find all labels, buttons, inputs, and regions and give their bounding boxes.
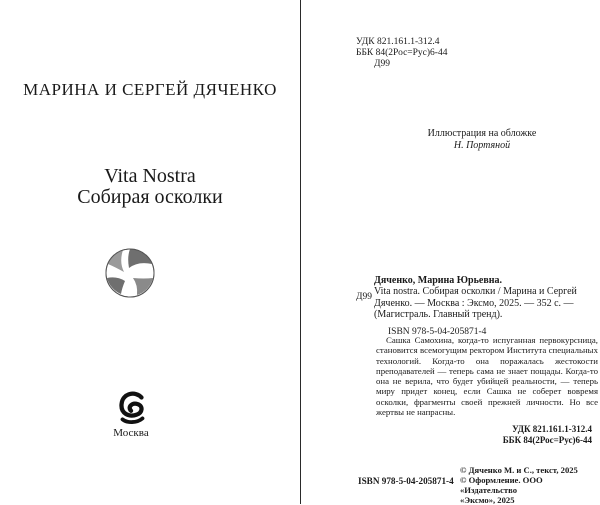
author-index: Д99 <box>374 59 390 69</box>
publication-city: Москва <box>113 427 149 439</box>
catalog-record <box>358 275 598 337</box>
beach-ball-icon <box>105 248 155 298</box>
annotation-text: Сашка Самохина, когда-то испуганная первокурсница, становится всемогущим ректором Института специальных технологий. Когда-то она поражалась жестокости преподавателей — теперь сама не знает пощады. Когда-то она не верила, что будет убийцей реальности, — теперь миру придет конец, если Сашка не соберет вовремя осколки, фрагменты своей прежней личности. Но все жертвы не напрасны. <box>376 335 598 418</box>
authors: МАРИНА И СЕРГЕЙ ДЯЧЕНКО <box>23 80 277 99</box>
udc-block-bottom <box>503 424 592 446</box>
title-page <box>0 0 300 504</box>
isbn-bottom: ISBN 978-5-04-205871-4 <box>358 476 454 486</box>
annotation <box>376 335 598 417</box>
catalog-isbn: ISBN 978-5-04-205871-4 <box>388 326 487 337</box>
copyright-publisher-line: «Эксмо», 2025 <box>460 495 515 505</box>
udc-line: УДК 821.161.1-312.4 <box>356 37 440 47</box>
eksmo-logo <box>113 388 151 426</box>
book-title: Vita Nostra <box>104 165 196 187</box>
catalog-body: Vita nostra. Собирая осколки / Марина и Сергей Дяченко. — Москва : Эксмо, 2025. — 352 с. — (Магистраль. Главный тренд). <box>374 286 577 320</box>
page-gutter <box>300 0 301 504</box>
catalog-index: Д99 <box>356 292 372 302</box>
udc-line-bottom: УДК 821.161.1-312.4 <box>512 424 592 434</box>
copyright-notice <box>460 465 600 505</box>
copyright-text-line: © Дяченко М. и С., текст, 2025 <box>460 465 578 475</box>
copyright-design-line: © Оформление. ООО «Издательство <box>460 475 543 495</box>
bbk-line-bottom: ББК 84(2Рос=Рус)6-44 <box>502 435 592 445</box>
catalog-description <box>358 286 596 321</box>
udc-block-top <box>356 37 447 70</box>
illustration-label: Иллюстрация на обложке <box>427 128 537 139</box>
book-subtitle: Собирая осколки <box>77 186 223 208</box>
illustration-credit <box>362 128 600 152</box>
illustrator-name: Н. Портяной <box>453 140 511 151</box>
bbk-line: ББК 84(2Рос=Рус)6-44 <box>356 48 448 58</box>
catalog-author: Дяченко, Марина Юрьевна. <box>374 275 502 286</box>
copyright-page <box>302 0 600 504</box>
